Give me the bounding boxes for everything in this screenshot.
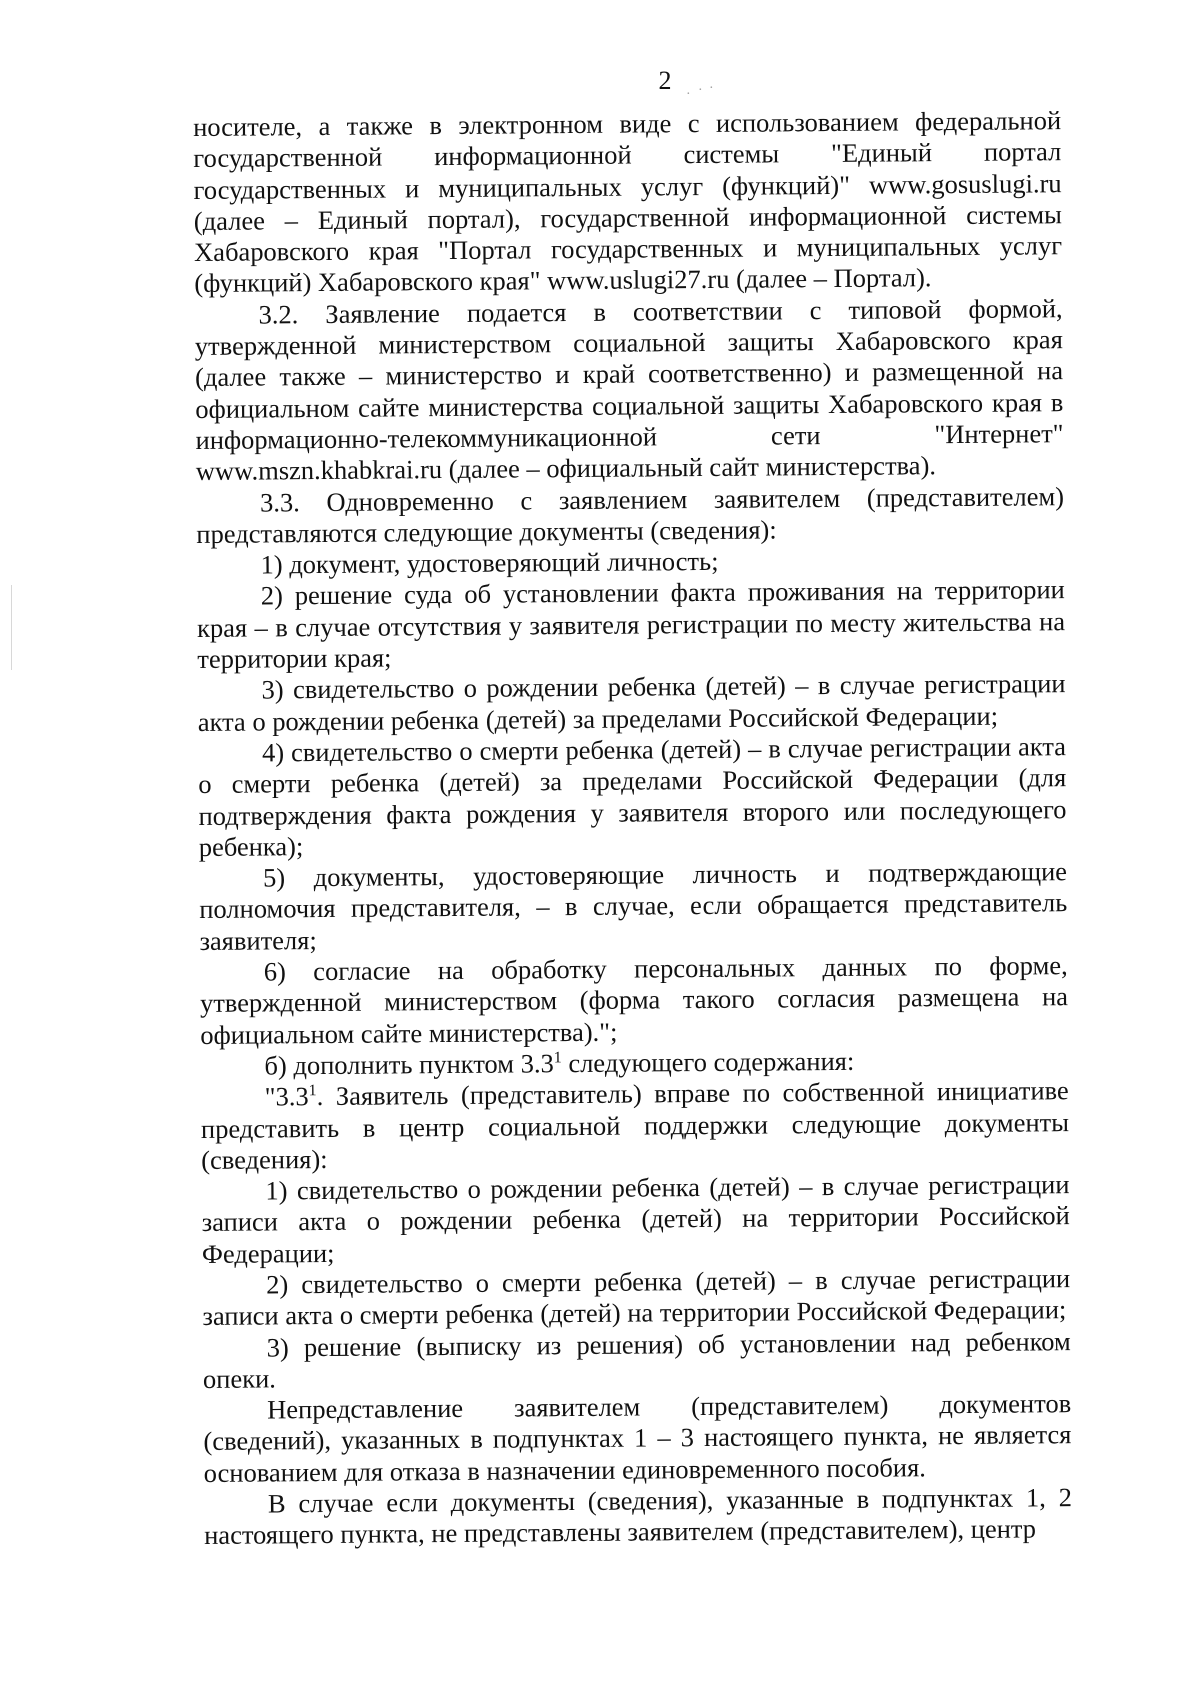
list-item-3-3-1: 1) документ, удостоверяющий личность; — [260, 546, 719, 580]
scan-edge-mark — [11, 585, 12, 670]
document-body — [193, 105, 1072, 1551]
superscript-1: 1 — [553, 1049, 562, 1067]
list-item-3-3-1-2: 2) свидетельство о смерти ребенка (детей) – в случае регистрации записи акта о смерти ребенка (детей) на территории Российской Федерации; — [202, 1263, 1071, 1332]
paragraph-non-submission: Непредставление заявителем (представителем) документов (сведений), указанных в подпунктах 1 – 3 настоящего пункта, не является основанием для отказа в назначении единовременного пособия. — [203, 1388, 1072, 1488]
paragraph-intro-continued: носителе, а также в электронном виде с использованием федеральной государственной информационной системы "Единый портал государственных и муниципальных услуг (функций)" www.gosuslugi.ru (далее – Единый портал), государственной информационной системы Хабаровского края "Портал государственных и муниципальных услуг (функций) Хабаровского края" www.uslugi27.ru (далее – Портал). — [193, 105, 1063, 299]
amendment-b-text: б) дополнить пунктом 3.3 — [264, 1048, 554, 1081]
scan-speck: · — [709, 81, 714, 96]
list-item-3-3-3: 3) свидетельство о рождении ребенка (детей) – в случае регистрации акта о рождении ребенка (детей) за пределами Российской Федерации; — [197, 668, 1066, 737]
paragraph-3-3-1 — [201, 1075, 1070, 1176]
list-item-3-3-5: 5) документы, удостоверяющие личность и подтверждающие полномочия представителя, – в случае, если обращается представитель заявителя; — [199, 856, 1068, 956]
list-item-3-3-6: 6) согласие на обработку персональных данных по форме, утвержденной министерством (форма такого согласия размещена на официальном сайте министерства)."; — [199, 950, 1069, 1050]
paragraph-3-2: 3.2. Заявление подается в соответствии с типовой формой, утвержденной министерством социальной защиты Хабаровского края (далее также – министерство и край соответственно) и размещенной на официальном сайте министерства социальной защиты Хабаровского края в информационно-телекоммуникационной сети "Интернет" www.mszn.khabkrai.ru (далее – официальный сайт министерства). — [194, 292, 1064, 487]
paragraph-3-3-1-text: . Заявитель (представитель) вправе по собственной инициативе представить в центр социальной поддержки следующие документы (сведения): — [200, 1075, 1070, 1175]
list-item-3-3-2: 2) решение суда об установлении факта проживания на территории края – в случае отсутствия у заявителя регистрации по месту жительства на территории края; — [196, 574, 1066, 675]
scan-speck: · — [686, 87, 691, 102]
paragraph-3-3-1-number: "3.3 — [264, 1081, 309, 1112]
amendment-b-text-end: следующего содержания: — [561, 1045, 855, 1079]
list-item-3-3-4: 4) свидетельство о смерти ребенка (детей) – в случае регистрации акта о смерти ребенка (детей) за пределами Российской Федерации (для подтверждения факта рождения у заявителя второго или последующего ребенка); — [198, 731, 1067, 862]
list-item-3-3-1-1: 1) свидетельство о рождении ребенка (детей) – в случае регистрации записи акта о рождении ребенка (детей) на территории Российской Федерации; — [201, 1169, 1070, 1269]
paragraph-3-3: 3.3. Одновременно с заявлением заявителем (представителем) представляются следующие документы (сведения): — [196, 480, 1065, 549]
superscript-1: 1 — [308, 1082, 317, 1100]
scan-speck: · — [698, 83, 703, 98]
page-number: 2 — [658, 66, 672, 95]
paragraph-continued: В случае если документы (сведения), указанные в подпунктах 1, 2 настоящего пункта, не представлены заявителем (представителем), центр — [204, 1482, 1073, 1551]
list-item-3-3-1-3: 3) решение (выписку из решения) об установлении над ребенком опеки. — [202, 1325, 1071, 1394]
